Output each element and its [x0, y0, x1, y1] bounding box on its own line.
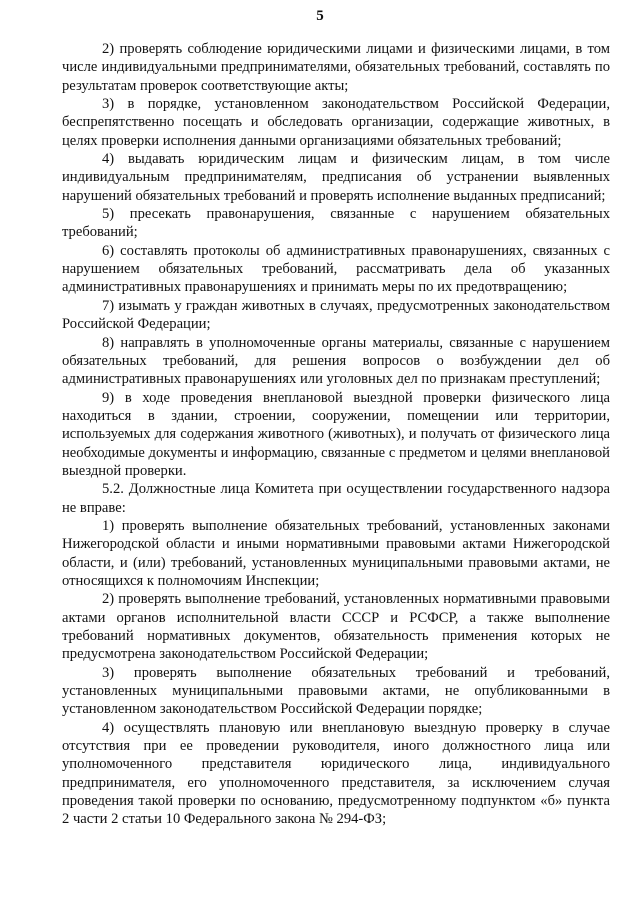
document-body: [62, 40, 610, 829]
paragraph-item-3: 3) в порядке, установленном законодательством Российской Федерации, беспрепятственно посещать и обследовать организации, содержащие животных, в целях проверки исполнения данными организациями обязательных требований;: [62, 96, 610, 149]
prohibition-item-2: 2) проверять выполнение требований, установленных нормативными правовыми актами органов исполнительной власти СССР и РСФСР, а также выполнение требований нормативных документов, обязательность применения которых не предусмотрена законодательством Российской Федерации;: [62, 591, 610, 663]
paragraph-item-2: 2) проверять соблюдение юридическими лицами и физическими лицами, в том числе индивидуальными предпринимателями, обязательных требований, составлять по результатам проверок соответствующие акты;: [62, 41, 610, 94]
paragraph-item-8: 8) направлять в уполномоченные органы материалы, связанные с нарушением обязательных требований, для решения вопросов о возбуждении дел об административных правонарушениях или уголовных дел по признакам преступлений;: [62, 334, 610, 388]
paragraph-item-7: 7) изымать у граждан животных в случаях, предусмотренных законодательством Российской Федерации;: [62, 297, 610, 333]
paragraph-item-5: 5) пресекать правонарушения, связанные с нарушением обязательных требований;: [62, 206, 610, 241]
paragraph-item-4: 4) выдавать юридическим лицам и физическим лицам, в том числе индивидуальным предпринимателям, предписания об устранении выявленных нарушений обязательных требований и проверять исполнение выданных предписаний;: [62, 151, 610, 204]
paragraph-item-9: 9) в ходе проведения внеплановой выездной проверки физического лица находиться в здании, строении, сооружении, помещении или территории, используемых для содержания животного (животных), и получать от физического лица необходимые документы и информацию, связанные с предметом и целями внеплановой выездной проверки.: [62, 389, 610, 479]
prohibition-item-4: 4) осуществлять плановую или внеплановую выездную проверку в случае отсутствия при ее проведении руководителя, иного должностного лица или уполномоченного представителя юридического лица, индивидуального предпринимателя, его уполномоченного представителя, за исключением случая проведения такой проверки по основанию, предусмотренному подпунктом «б» пункта 2 части 2 статьи 10 Федерального закона № 294-ФЗ;: [62, 719, 610, 828]
page-number: 5: [316, 8, 324, 24]
section-heading-5-2: 5.2. Должностные лица Комитета при осуществлении государственного надзора не вправе:: [62, 481, 610, 516]
prohibition-item-3: 3) проверять выполнение обязательных требований и требований, установленных муниципальными правовыми актами, не опубликованными в установленном законодательством Российской Федерации порядке;: [62, 664, 610, 718]
paragraph-item-6: 6) составлять протоколы об административных правонарушениях, связанных с нарушением обязательных требований, рассматривать дела об указанных административных правонарушениях и принимать меры по их предотвращению;: [62, 242, 610, 296]
prohibition-item-1: 1) проверять выполнение обязательных требований, установленных законами Нижегородской области и иными нормативными правовыми актами Нижегородской области, и (или) требований, установленных муниципальными правовыми актами, не относящихся к полномочиям Инспекции;: [62, 517, 610, 589]
